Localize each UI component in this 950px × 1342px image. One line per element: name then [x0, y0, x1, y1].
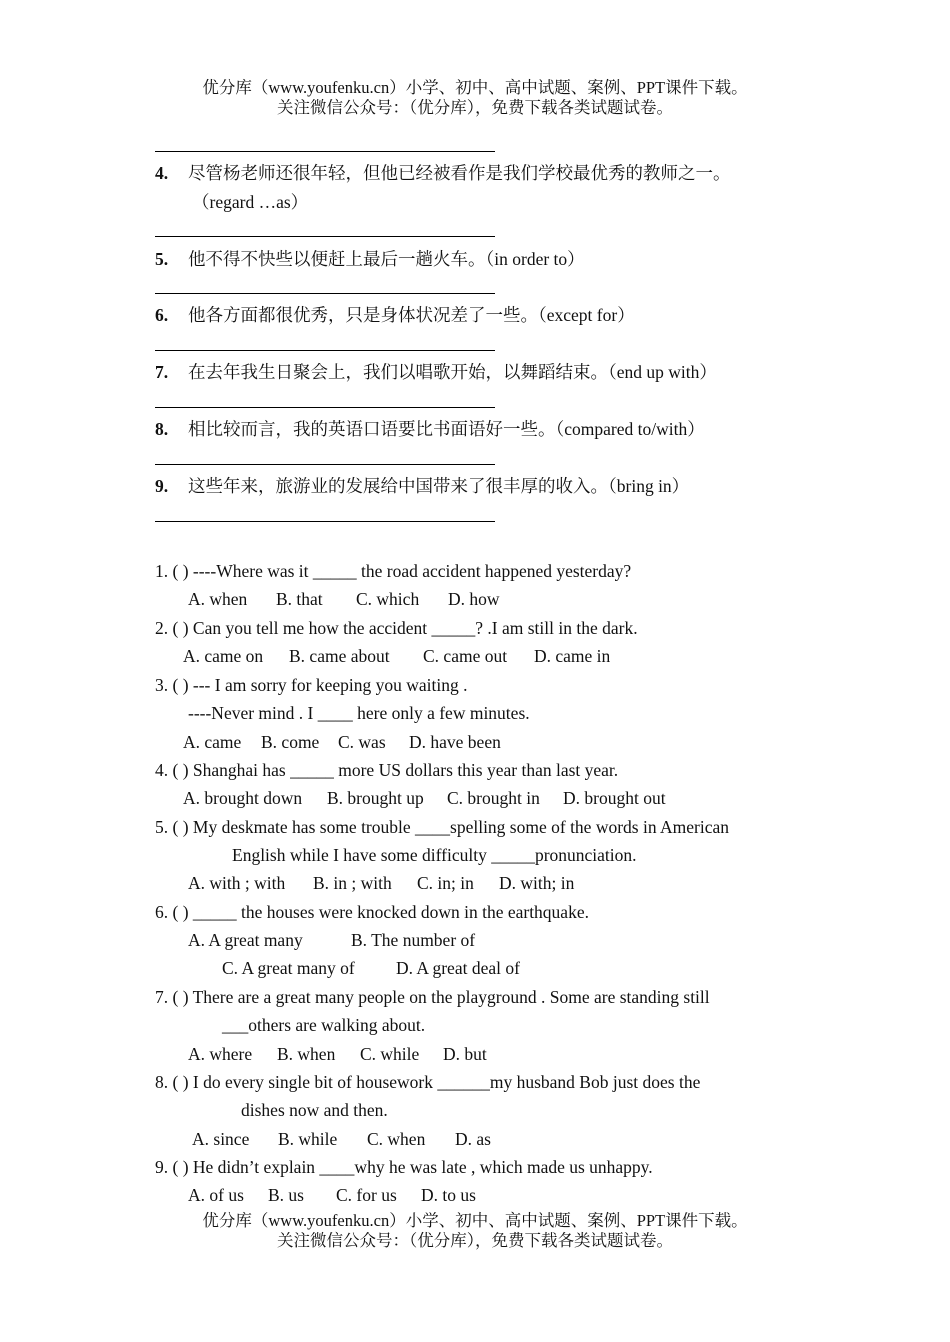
option-d: D. to us [421, 1185, 476, 1205]
option-c: C. in; in [417, 873, 474, 893]
mc-options-9 [188, 1184, 476, 1206]
option-d: D. have been [409, 732, 501, 752]
mc-question-3-line-2: ----Never mind . I ____ here only a few minutes. [188, 703, 530, 723]
mc-options-7 [188, 1043, 487, 1065]
mc-options-3 [183, 731, 501, 753]
mc-question-2: 2. ( ) Can you tell me how the accident _____? .I am still in the dark. [155, 618, 638, 638]
translation-question-4 [155, 162, 731, 184]
mc-question-7: 7. ( ) There are a great many people on the playground . Some are standing still [155, 987, 710, 1007]
option-c: C. which [356, 589, 420, 609]
mc-options-4 [183, 787, 666, 809]
question-text: 这些年来，旅游业的发展给中国带来了很丰厚的收入。（bring in） [188, 476, 690, 496]
answer-line [155, 293, 495, 294]
option-c: C. brought in [447, 788, 540, 808]
option-d: D. but [443, 1044, 487, 1064]
translation-question-6 [155, 304, 635, 326]
mc-question-4: 4. ( ) Shanghai has _____ more US dollars this year than last year. [155, 760, 619, 780]
option-c: C. A great many of [222, 958, 355, 978]
translation-question-7 [155, 361, 717, 383]
option-c: C. while [360, 1044, 420, 1064]
mc-question-5-line-2: English while I have some difficulty _____pronunciation. [232, 845, 637, 865]
option-a: A. when [188, 589, 248, 609]
option-d: D. came in [534, 646, 611, 666]
option-d: D. brought out [563, 788, 666, 808]
question-number: 5. [155, 249, 169, 269]
option-d: D. with; in [499, 873, 575, 893]
mc-question-6: 6. ( ) _____ the houses were knocked down in the earthquake. [155, 902, 589, 922]
question-number: 8. [155, 419, 169, 439]
option-c: C. was [338, 732, 386, 752]
option-b: B. come [261, 732, 320, 752]
mc-question-9: 9. ( ) He didn’t explain ____why he was late , which made us unhappy. [155, 1157, 653, 1177]
question-text: 他各方面都很优秀，只是身体状况差了一些。（except for） [188, 305, 635, 325]
option-a: A. since [192, 1129, 250, 1149]
question-number: 4. [155, 163, 169, 183]
option-d: D. as [455, 1129, 491, 1149]
option-c: C. came out [423, 646, 508, 666]
question-number: 6. [155, 305, 169, 325]
header-line-2: 关注微信公众号：（优分库），免费下载各类试题试卷。 [277, 98, 673, 117]
option-a: A. of us [188, 1185, 244, 1205]
answer-line [155, 521, 495, 522]
answer-line [155, 407, 495, 408]
mc-question-5: 5. ( ) My deskmate has some trouble ____spelling some of the words in American [155, 817, 729, 837]
translation-question-8 [155, 418, 705, 440]
footer-line-1: 优分库（www.youfenku.cn）小学、初中、高中试题、案例、PPT课件下载。 [202, 1211, 748, 1230]
option-c: C. for us [336, 1185, 397, 1205]
question-text: 相比较而言，我的英语口语要比书面语好一些。（compared to/with） [188, 419, 705, 439]
answer-line [155, 464, 495, 465]
option-a: A. with ; with [188, 873, 286, 893]
option-b: B. brought up [327, 788, 424, 808]
mc-question-8-line-2: dishes now and then. [241, 1100, 388, 1120]
question-continuation: （regard …as） [192, 192, 309, 212]
mc-options-5 [188, 872, 574, 894]
answer-line [155, 350, 495, 351]
option-b: B. that [276, 589, 323, 609]
translation-question-9 [155, 475, 689, 497]
option-b: B. while [278, 1129, 338, 1149]
mc-question-3: 3. ( ) --- I am sorry for keeping you waiting . [155, 675, 468, 695]
question-text: 尽管杨老师还很年轻，但他已经被看作是我们学校最优秀的教师之一。 [188, 163, 731, 183]
option-b: B. came about [289, 646, 390, 666]
answer-line [155, 236, 495, 237]
option-b: B. when [277, 1044, 336, 1064]
mc-question-8: 8. ( ) I do every single bit of housework ______my husband Bob just does the [155, 1072, 701, 1092]
option-d: D. how [448, 589, 500, 609]
option-a: A. A great many [188, 930, 303, 950]
mc-question-1: 1. ( ) ----Where was it _____ the road accident happened yesterday? [155, 561, 632, 581]
mc-options-8 [192, 1128, 491, 1150]
option-a: A. came on [183, 646, 264, 666]
mc-question-7-line-2: ___others are walking about. [222, 1015, 426, 1035]
option-c: C. when [367, 1129, 426, 1149]
question-number: 9. [155, 476, 169, 496]
option-a: A. came [183, 732, 242, 752]
mc-options-6-row-2 [222, 957, 520, 979]
translation-question-5 [155, 248, 585, 270]
option-a: A. brought down [183, 788, 303, 808]
mc-options-1 [188, 588, 500, 610]
question-text: 在去年我生日聚会上，我们以唱歌开始，以舞蹈结束。（end up with） [188, 362, 717, 382]
footer-line-2: 关注微信公众号：（优分库），免费下载各类试题试卷。 [277, 1231, 673, 1250]
question-text: 他不得不快些以便赶上最后一趟火车。（in order to） [188, 249, 585, 269]
question-number: 7. [155, 362, 169, 382]
option-d: D. A great deal of [396, 958, 520, 978]
option-a: A. where [188, 1044, 253, 1064]
answer-line [155, 151, 495, 152]
mc-options-2 [183, 645, 610, 667]
option-b: B. in ; with [313, 873, 392, 893]
mc-options-6-row-1 [188, 929, 475, 951]
option-b: B. The number of [351, 930, 476, 950]
option-b: B. us [268, 1185, 304, 1205]
header-line-1: 优分库（www.youfenku.cn）小学、初中、高中试题、案例、PPT课件下载。 [202, 78, 748, 97]
